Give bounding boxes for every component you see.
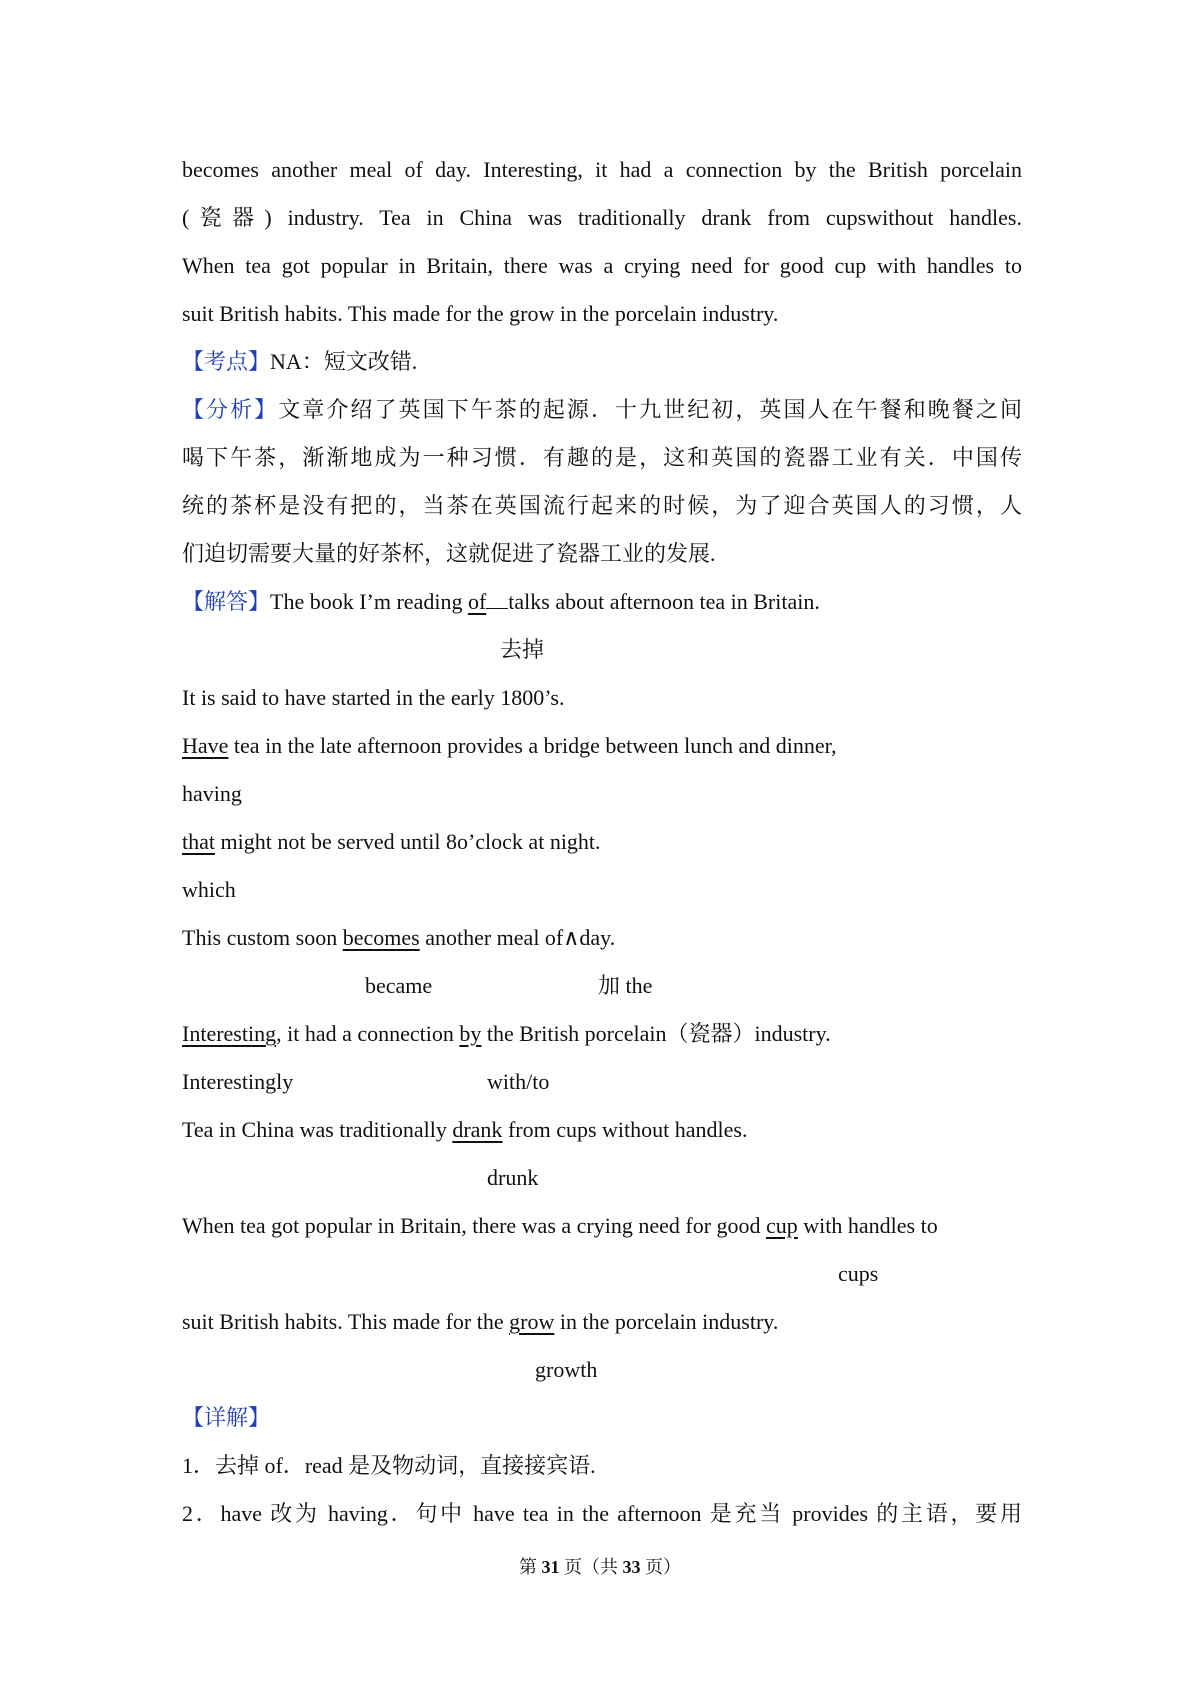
footer-page-number: 31 [541,1557,560,1577]
s7-error-word: drank [452,1117,503,1142]
s1-text-pre: The book I’m reading [270,589,468,614]
passage-line-2: (瓷器) industry. Tea in China was traditionally drank from cupswithout handles. [182,205,1022,230]
footer-pre: 第 [519,1557,542,1577]
fenxi-line-1 [182,394,1022,426]
s9-error-word: grow [509,1309,555,1334]
kaodian-line [182,346,417,378]
jieda-sentence-5 [182,922,615,954]
s5-text-pre: This custom soon [182,925,343,950]
footer-mid: 页（共 [559,1557,623,1577]
s6-correction-1: Interestingly [182,1069,294,1094]
s8-text-post: with handles to [797,1213,938,1238]
s1-blank [486,588,508,609]
s1-text-post: talks about afternoon tea in Britain. [508,589,820,614]
s3-error-word: Have [182,733,229,758]
s8-error-word: cup [766,1213,798,1238]
s3-text-post: tea in the late afternoon provides a bridge between lunch and dinner, [228,733,837,758]
jieda-sentence-3 [182,730,837,762]
s7-text-post: from cups without handles. [502,1117,748,1142]
s7-text-pre: Tea in China was traditionally [182,1117,453,1142]
s1-error-word: of [467,589,487,614]
page-footer [0,1554,1200,1580]
jieda-sentence-7 [182,1114,747,1146]
jieda-sentence-6 [182,1018,831,1050]
kaodian-tag: 【考点】 [182,349,271,374]
s9-text-pre: suit British habits. This made for the [182,1309,510,1334]
s6-error-word-1: Interesting [182,1021,277,1046]
kaodian-text: NA：短文改错. [270,349,418,374]
fenxi-tag: 【分析】 [182,397,279,422]
footer-total-pages: 33 [622,1557,641,1577]
xiangjie-tag: 【详解】 [182,1405,271,1430]
xiangjie-item-1: 1．去掉 of．read 是及物动词，直接接宾语. [182,1453,596,1478]
s9-correction: growth [535,1357,598,1382]
s4-error-word: that [182,829,215,854]
jieda-tag: 【解答】 [182,589,271,614]
s5-error-word: becomes [342,925,420,950]
jieda-sentence-9 [182,1306,778,1338]
s5-text-post: another meal of∧day. [419,925,616,950]
fenxi-line-2: 喝下午茶，渐渐地成为一种习惯．有趣的是，这和英国的瓷器工业有关．中国传 [182,445,1022,470]
jieda-sentence-8 [182,1210,938,1242]
s6-correction-2: with/to [487,1069,550,1094]
s6-text-mid: , it had a connection [276,1021,460,1046]
footer-post: 页） [640,1557,681,1577]
jieda-sentence-1 [182,586,820,618]
s3-correction: having [182,781,242,806]
s6-text-post: the British porcelain（瓷器）industry. [481,1021,831,1046]
jieda-sentence-4 [182,826,601,858]
passage-line-4: suit British habits. This made for the grow in the porcelain industry. [182,301,779,326]
passage-line-3: When tea got popular in Britain, there was a crying need for good cup with handles to [182,253,1022,278]
s4-text-post: might not be served until 8o’clock at night. [215,829,601,854]
s6-error-word-2: by [459,1021,482,1046]
s4-correction: which [182,877,236,902]
fenxi-line-3: 统的茶杯是没有把的，当茶在英国流行起来的时候，为了迎合英国人的习惯，人 [182,493,1022,518]
s8-text-pre: When tea got popular in Britain, there was a crying need for good [182,1213,767,1238]
s5-correction-1: became [365,973,433,998]
s9-text-post: in the porcelain industry. [554,1309,779,1334]
fenxi-text-1: 文章介绍了英国下午茶的起源．十九世纪初，英国人在午餐和晚餐之间 [278,397,1022,422]
s5-correction-2: 加 the [598,973,653,998]
fenxi-line-4: 们迫切需要大量的好茶杯，这就促进了瓷器工业的发展. [182,541,716,566]
s8-correction: cups [838,1261,879,1286]
s1-correction: 去掉 [500,637,545,662]
jieda-sentence-2: It is said to have started in the early 1800’s. [182,685,565,710]
passage-line-1: becomes another meal of day. Interesting, it had a connection by the British porcelain [182,157,1022,182]
s7-correction: drunk [487,1165,539,1190]
xiangjie-item-2: 2．have 改为 having．句中 have tea in the afternoon 是充当 provides 的主语，要用 [182,1501,1022,1526]
